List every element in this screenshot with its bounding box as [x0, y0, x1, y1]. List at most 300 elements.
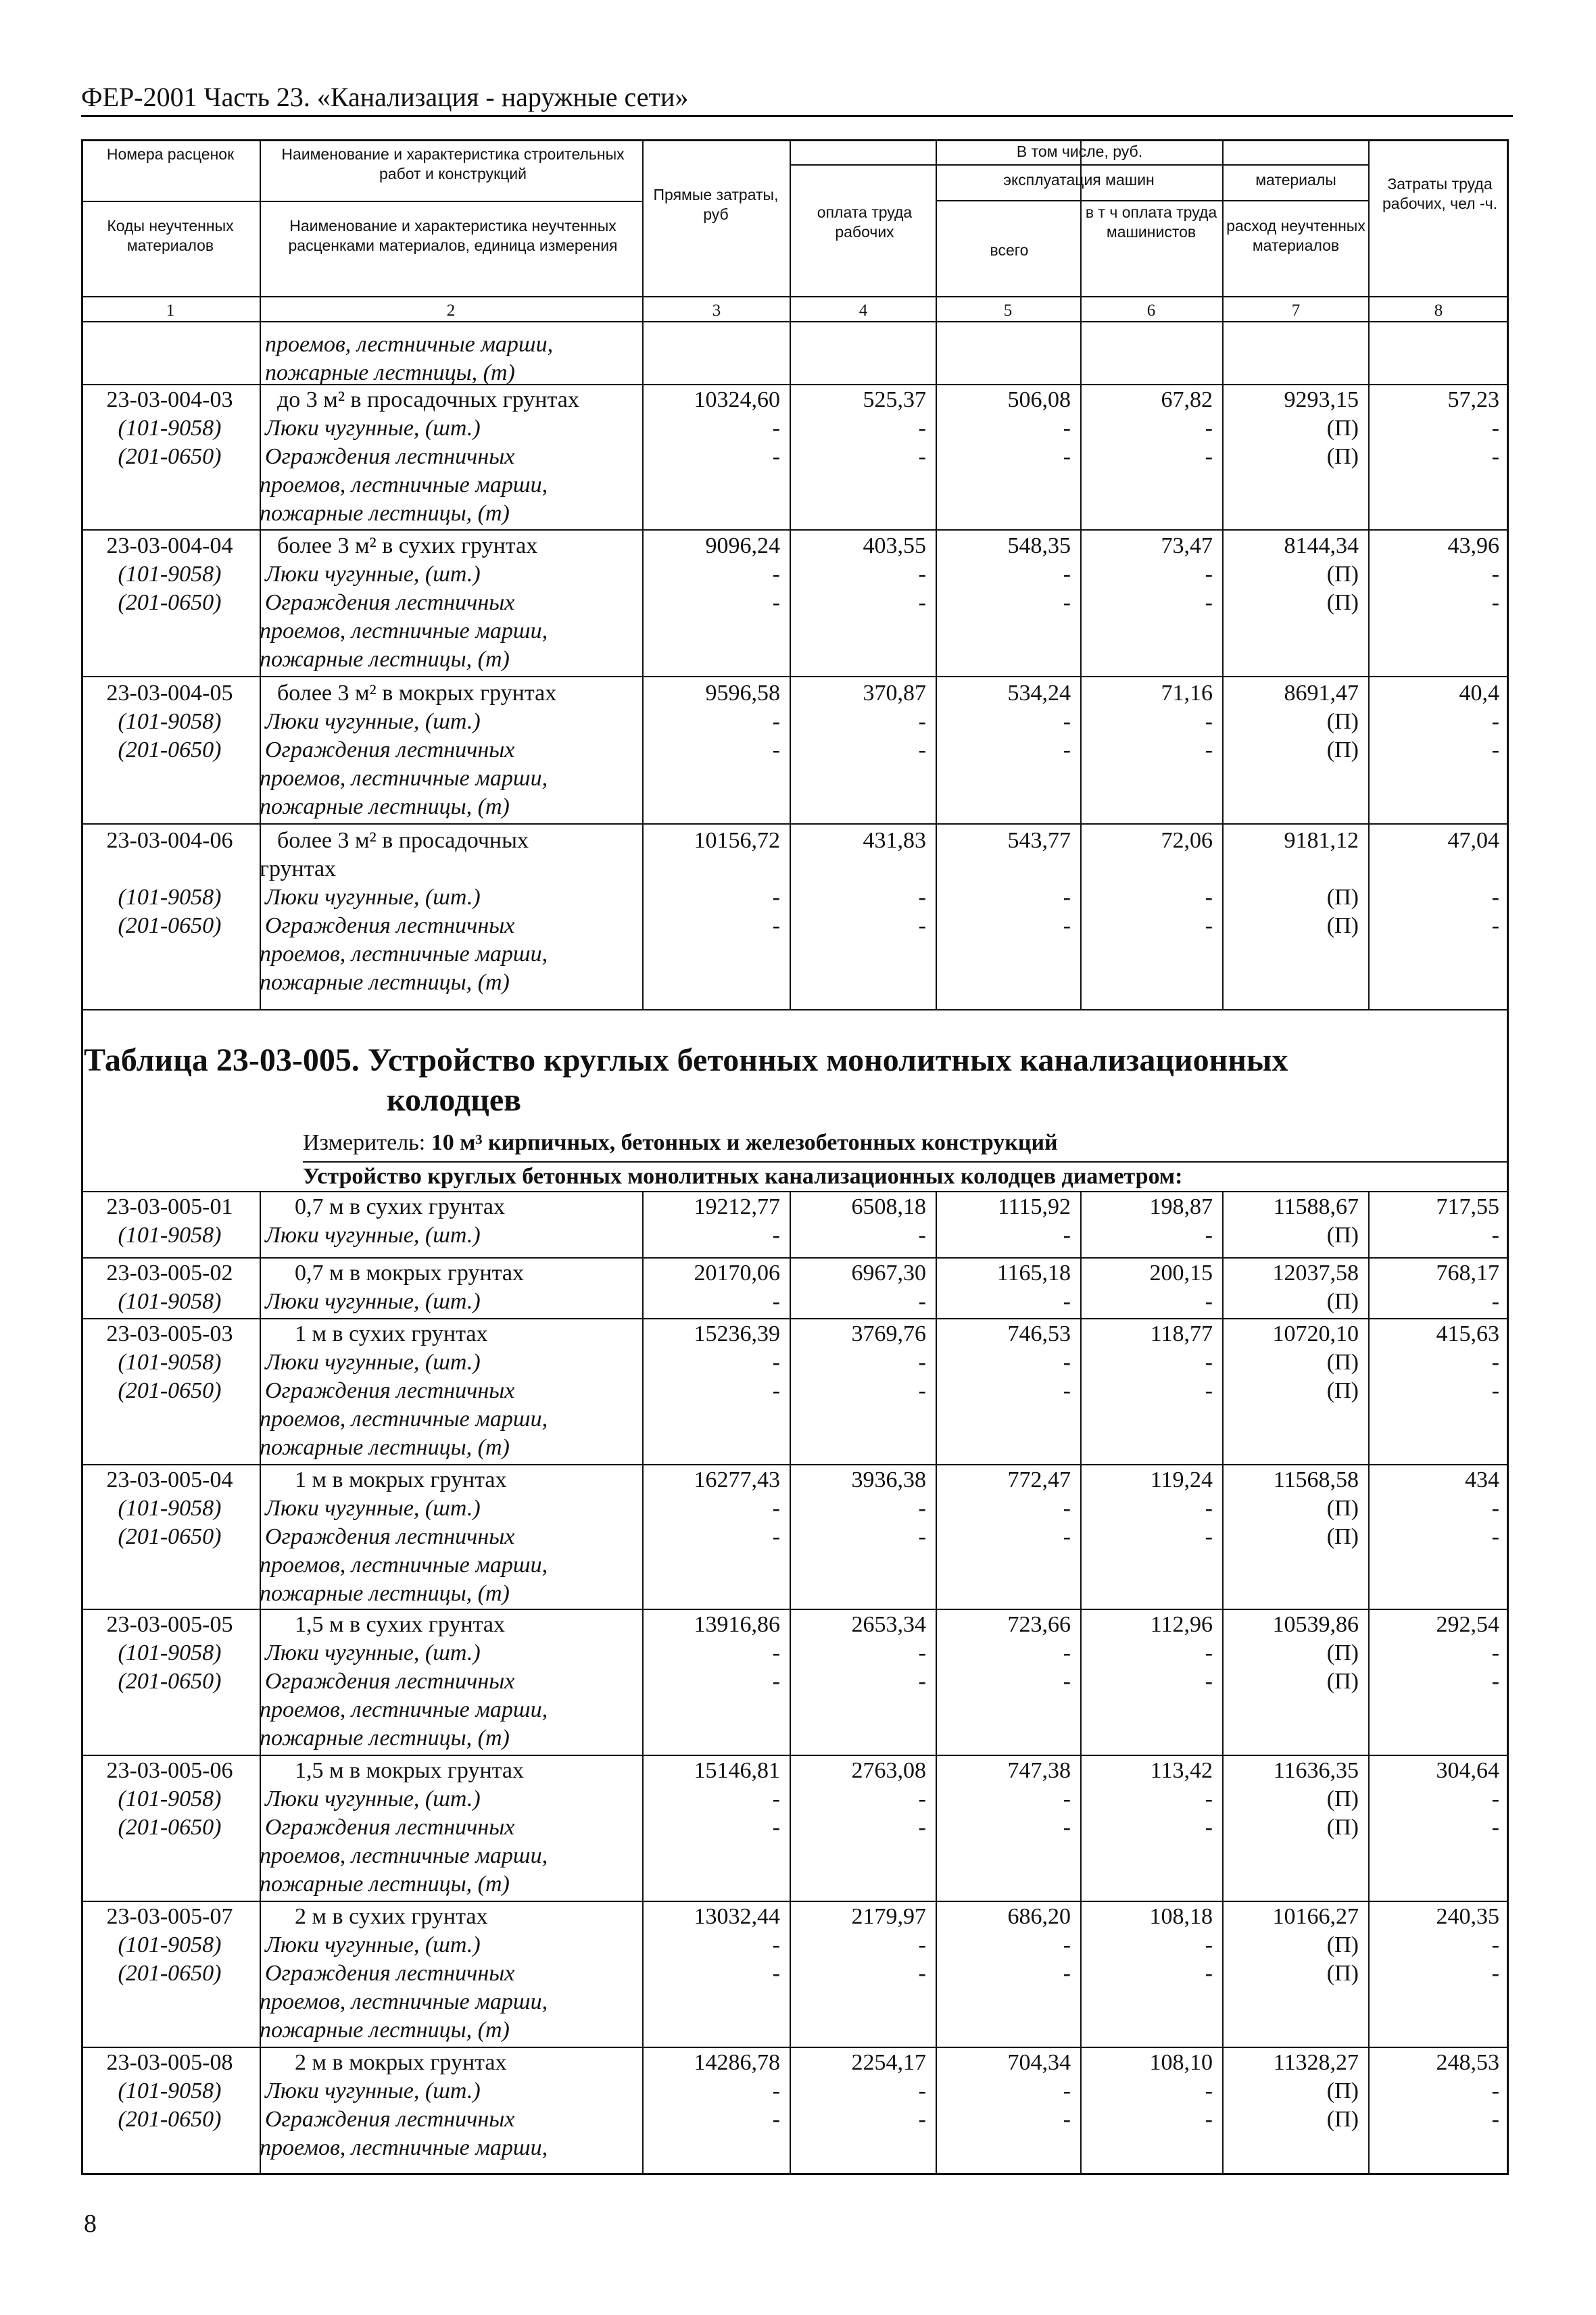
cell-dash: -: [918, 1496, 926, 1521]
cell-dash: -: [918, 737, 926, 762]
material-code: (101-9058): [118, 416, 222, 441]
cell-dash: -: [1205, 2107, 1213, 2132]
rate-code: 23-03-004-04: [106, 533, 233, 558]
cell-dash: -: [918, 1669, 926, 1694]
cell-operators: 198,87: [1149, 1194, 1213, 1219]
material-code: (201-0650): [118, 1524, 222, 1549]
cell-dash: -: [772, 885, 780, 910]
cell-dash: -: [772, 2078, 780, 2103]
cell-materials-p: (П): [1326, 1815, 1359, 1840]
cell-dash: -: [1205, 913, 1213, 938]
material-ograzhdeniya: Ограждения лестничных: [265, 1524, 515, 1549]
cell-dash: -: [1205, 1961, 1213, 1986]
cell-dash: -: [772, 1669, 780, 1694]
cell-dash: -: [1205, 1289, 1213, 1314]
cell-dash: -: [1063, 1496, 1071, 1521]
cell-materials: 9181,12: [1284, 828, 1359, 853]
material-code: (101-9058): [118, 1932, 222, 1957]
cell-materials-p: (П): [1326, 416, 1359, 441]
cell-dash: -: [1491, 1289, 1499, 1314]
cell-direct: 20170,06: [694, 1261, 780, 1286]
cell-materials: 11328,27: [1273, 2050, 1359, 2075]
cell-dash: -: [772, 1932, 780, 1957]
cell-direct: 10324,60: [694, 387, 780, 412]
cell-dash: -: [918, 444, 926, 469]
table-005-measurer: [303, 1130, 1058, 1156]
cell-direct: 15236,39: [694, 1321, 780, 1346]
cell-dash: -: [772, 1524, 780, 1549]
cell-dash: -: [1491, 913, 1499, 938]
rate-name: 1,5 м в сухих грунтах: [295, 1612, 505, 1637]
header-split-rule: [81, 201, 642, 202]
cell-labor: 3769,76: [851, 1321, 926, 1346]
cell-dash: -: [918, 416, 926, 441]
measurer-label: Измеритель:: [303, 1130, 426, 1155]
cell-dash: -: [918, 1378, 926, 1403]
grid-vline: [936, 1191, 937, 2175]
cell-dash: -: [772, 562, 780, 587]
rate-code: 23-03-005-01: [106, 1194, 233, 1219]
cell-dash: -: [1205, 885, 1213, 910]
row-separator: [81, 1191, 1509, 1192]
table-004-bottom-rule: [81, 1009, 1509, 1010]
cell-dash: -: [918, 2078, 926, 2103]
cell-dash: -: [772, 1640, 780, 1665]
cell-dash: -: [1491, 444, 1499, 469]
cell-dash: -: [918, 1350, 926, 1375]
cell-materials-p: (П): [1326, 1223, 1359, 1248]
cell-operators: 112,96: [1150, 1612, 1213, 1637]
row-separator: [81, 1318, 1509, 1319]
cell-dash: -: [1063, 737, 1071, 762]
cell-labor: 3936,38: [851, 1467, 926, 1492]
cell-materials-p: (П): [1326, 2078, 1359, 2103]
material-ograzhdeniya: Ограждения лестничных: [265, 590, 515, 615]
cell-dash: -: [1491, 737, 1499, 762]
cell-dash: -: [1205, 444, 1213, 469]
cell-dash: -: [772, 1378, 780, 1403]
material-code: (201-0650): [118, 590, 222, 615]
grid-vline: [790, 1191, 791, 2175]
cell-dash: -: [772, 737, 780, 762]
material-ograzhdeniya: Ограждения лестничных: [265, 444, 515, 469]
cell-operators: 108,18: [1149, 1904, 1213, 1929]
material-lyuki: Люки чугунные, (шт.): [265, 1932, 481, 1957]
cell-dash: -: [1205, 1378, 1213, 1403]
cell-dash: -: [1063, 590, 1071, 615]
cell-materials-p: (П): [1326, 1496, 1359, 1521]
material-lyuki: Люки чугунные, (шт.): [265, 885, 481, 910]
cell-machines: 548,35: [1007, 533, 1071, 558]
cell-dash: -: [772, 1786, 780, 1811]
measurer-rule: [303, 1161, 1509, 1163]
row-separator: [81, 1609, 1509, 1610]
rate-name: 0,7 м в сухих грунтах: [295, 1194, 505, 1219]
cell-dash: -: [1491, 562, 1499, 587]
cell-dash: -: [772, 1223, 780, 1248]
rate-name: более 3 м² в мокрых грунтах: [277, 681, 557, 706]
cell-dash: -: [1063, 444, 1071, 469]
material-lyuki: Люки чугунные, (шт.): [265, 1640, 481, 1665]
cell-hours: 434: [1465, 1467, 1499, 1492]
cell-dash: -: [918, 590, 926, 615]
cell-dash: -: [1205, 1524, 1213, 1549]
header-bottom-rule: [81, 296, 1509, 297]
material-ograzhdeniya: Ограждения лестничных: [265, 913, 515, 938]
cell-dash: -: [918, 885, 926, 910]
header-col4: оплата труда рабочих: [817, 203, 913, 241]
material-ograzhdeniya: Ограждения лестничных: [265, 737, 515, 762]
rate-code: 23-03-005-02: [106, 1261, 233, 1286]
cell-direct: 14286,78: [694, 2050, 780, 2075]
cell-dash: -: [1063, 1786, 1071, 1811]
cell-hours: 47,04: [1447, 828, 1499, 853]
cell-labor: 6967,30: [851, 1261, 926, 1286]
cell-dash: -: [1063, 2078, 1071, 2103]
cell-machines: 772,47: [1007, 1467, 1071, 1492]
material-lyuki: Люки чугунные, (шт.): [265, 1786, 481, 1811]
header-col1-top: Номера расценок: [106, 145, 235, 163]
cell-dash: -: [1491, 1961, 1499, 1986]
cell-dash: -: [918, 2107, 926, 2132]
cell-labor: 403,55: [863, 533, 926, 558]
header-col7: расход неучтенных материалов: [1226, 217, 1365, 254]
cell-machines: 704,34: [1007, 2050, 1071, 2075]
material-code: (101-9058): [118, 2078, 222, 2103]
grid-vline: [260, 1191, 261, 2175]
material-ograzhdeniya-cont: проемов, лестничные марши,: [260, 618, 548, 643]
cell-hours: 43,96: [1447, 533, 1499, 558]
col-number-5: 5: [1003, 301, 1013, 320]
cell-direct: 10156,72: [694, 828, 780, 853]
cell-dash: -: [1491, 1350, 1499, 1375]
grid-vline: [790, 139, 791, 1009]
material-ograzhdeniya-cont: проемов, лестничные марши,: [260, 942, 548, 967]
cell-operators: 72,06: [1161, 828, 1213, 853]
material-ograzhdeniya-cont: пожарные лестницы, (т): [260, 1726, 510, 1751]
cell-dash: -: [772, 913, 780, 938]
cell-dash: -: [1491, 590, 1499, 615]
row-separator: [81, 384, 1509, 385]
rate-name: 0,7 м в мокрых грунтах: [295, 1261, 525, 1286]
cell-materials-p: (П): [1326, 562, 1359, 587]
header-col1-bottom: Коды неучтенных материалов: [107, 217, 234, 254]
cell-dash: -: [1063, 1640, 1071, 1665]
cell-dash: -: [918, 1932, 926, 1957]
material-ograzhdeniya-cont: пожарные лестницы, (т): [260, 1581, 510, 1606]
page-number: 8: [84, 2210, 97, 2238]
cell-machines: 686,20: [1007, 1904, 1071, 1929]
cell-hours: 768,17: [1436, 1261, 1499, 1286]
cell-direct: 9596,58: [705, 681, 780, 706]
running-head: ФЕР-2001 Часть 23. «Канализация - наружные сети»: [81, 82, 689, 112]
cell-labor: 2179,97: [851, 1904, 926, 1929]
cell-dash: -: [1063, 885, 1071, 910]
cell-dash: -: [1063, 1815, 1071, 1840]
header-materials: материалы: [1255, 171, 1336, 189]
cell-materials-p: (П): [1326, 913, 1359, 938]
col-number-4: 4: [859, 301, 868, 320]
colnum-bottom-rule: [81, 321, 1509, 322]
material-code: (201-0650): [118, 1961, 222, 1986]
measurer-value: 10 м³ кирпичных, бетонных и железобетонных конструкций: [431, 1130, 1058, 1155]
cell-dash: -: [1491, 1815, 1499, 1840]
material-ograzhdeniya: Ограждения лестничных: [265, 2107, 515, 2132]
header-col2-top: Наименование и характеристика строительных работ и конструкций: [281, 145, 625, 182]
material-code: (101-9058): [118, 1640, 222, 1665]
rate-code: 23-03-005-05: [106, 1612, 233, 1637]
material-code: (201-0650): [118, 2107, 222, 2132]
header-col5: всего: [990, 241, 1029, 259]
material-ograzhdeniya-cont: пожарные лестницы, (т): [260, 1872, 510, 1897]
material-lyuki: Люки чугунные, (шт.): [265, 1350, 481, 1375]
carry-over-line-2: пожарные лестницы, (т): [265, 360, 515, 385]
cell-operators: 108,10: [1149, 2050, 1213, 2075]
cell-operators: 71,16: [1161, 681, 1213, 706]
material-code: (101-9058): [118, 1496, 222, 1521]
cell-dash: -: [1063, 913, 1071, 938]
cell-dash: -: [1491, 1640, 1499, 1665]
rate-code: 23-03-005-07: [106, 1904, 233, 1929]
table-005-title-line-1: Таблица 23-03-005. Устройство круглых бетонных монолитных канализационных: [84, 1042, 1288, 1078]
cell-materials-p: (П): [1326, 1640, 1359, 1665]
cell-dash: -: [1491, 1932, 1499, 1957]
rate-name: 1 м в сухих грунтах: [295, 1321, 488, 1346]
cell-dash: -: [918, 1640, 926, 1665]
cell-dash: -: [1491, 2107, 1499, 2132]
cell-dash: -: [772, 1815, 780, 1840]
header-group: В том числе, руб.: [1016, 143, 1143, 160]
cell-machines: 506,08: [1007, 387, 1071, 412]
cell-hours: 57,23: [1447, 387, 1499, 412]
material-lyuki: Люки чугунные, (шт.): [265, 562, 481, 587]
cell-labor: 370,87: [863, 681, 926, 706]
cell-dash: -: [1491, 1786, 1499, 1811]
cell-dash: -: [918, 1223, 926, 1248]
material-lyuki: Люки чугунные, (шт.): [265, 416, 481, 441]
cell-materials-p: (П): [1326, 590, 1359, 615]
material-code: (101-9058): [118, 1350, 222, 1375]
cell-dash: -: [1491, 1378, 1499, 1403]
material-code: (101-9058): [118, 1223, 222, 1248]
cell-dash: -: [1063, 1932, 1071, 1957]
rate-name: более 3 м² в просадочных: [277, 828, 529, 853]
rate-name: более 3 м² в сухих грунтах: [277, 533, 538, 558]
material-ograzhdeniya-cont: проемов, лестничные марши,: [260, 1843, 548, 1868]
material-code: (101-9058): [118, 1786, 222, 1811]
cell-materials: 8691,47: [1284, 681, 1359, 706]
material-ograzhdeniya-cont: пожарные лестницы, (т): [260, 2018, 510, 2043]
row-separator: [81, 529, 1509, 531]
cell-machines: 543,77: [1007, 828, 1071, 853]
rate-code: 23-03-005-08: [106, 2050, 233, 2075]
cell-operators: 200,15: [1149, 1261, 1213, 1286]
grid-vline: [642, 139, 644, 1009]
grid-vline: [1080, 139, 1082, 1009]
cell-materials: 8144,34: [1284, 533, 1359, 558]
material-ograzhdeniya: Ограждения лестничных: [265, 1961, 515, 1986]
material-code: (101-9058): [118, 709, 222, 734]
cell-dash: -: [1205, 1223, 1213, 1248]
cell-dash: -: [918, 1524, 926, 1549]
cell-materials-p: (П): [1326, 1932, 1359, 1957]
cell-direct: 15146,81: [694, 1758, 780, 1783]
rate-name: 1 м в мокрых грунтах: [295, 1467, 507, 1492]
cell-dash: -: [918, 1815, 926, 1840]
material-code: (201-0650): [118, 913, 222, 938]
material-ograzhdeniya-cont: проемов, лестничные марши,: [260, 1697, 548, 1722]
cell-dash: -: [1205, 1815, 1213, 1840]
cell-direct: 16277,43: [694, 1467, 780, 1492]
grid-vline: [1368, 139, 1370, 1009]
cell-materials: 11636,35: [1273, 1758, 1359, 1783]
rate-code: 23-03-005-03: [106, 1321, 233, 1346]
cell-materials-p: (П): [1326, 1524, 1359, 1549]
header-col2-bottom: Наименование и характеристика неучтенных расценками материалов, единица измерения: [288, 217, 618, 254]
cell-materials-p: (П): [1326, 709, 1359, 734]
material-code: (201-0650): [118, 1815, 222, 1840]
cell-operators: 67,82: [1161, 387, 1213, 412]
cell-dash: -: [918, 1289, 926, 1314]
cell-materials-p: (П): [1326, 1961, 1359, 1986]
col-number-1: 1: [166, 301, 175, 320]
row-separator: [81, 676, 1509, 677]
cell-dash: -: [1063, 1524, 1071, 1549]
cell-dash: -: [1063, 1350, 1071, 1375]
cell-materials-p: (П): [1326, 2107, 1359, 2132]
cell-machines: 723,66: [1007, 1612, 1071, 1637]
cell-dash: -: [772, 1496, 780, 1521]
cell-dash: -: [772, 444, 780, 469]
cell-dash: -: [1205, 1350, 1213, 1375]
cell-direct: 19212,77: [694, 1194, 780, 1219]
cell-direct: 13916,86: [694, 1612, 780, 1637]
cell-dash: -: [1205, 562, 1213, 587]
rate-name: 2 м в сухих грунтах: [295, 1904, 488, 1929]
cell-dash: -: [1205, 1496, 1213, 1521]
cell-operators: 119,24: [1150, 1467, 1213, 1492]
material-code: (101-9058): [118, 885, 222, 910]
cell-dash: -: [1205, 1932, 1213, 1957]
cell-operators: 73,47: [1161, 533, 1213, 558]
cell-hours: 248,53: [1436, 2050, 1499, 2075]
cell-dash: -: [772, 416, 780, 441]
cell-dash: -: [1205, 2078, 1213, 2103]
cell-dash: -: [1205, 590, 1213, 615]
material-ograzhdeniya-cont: пожарные лестницы, (т): [260, 1435, 510, 1460]
cell-dash: -: [772, 590, 780, 615]
cell-dash: -: [1063, 1378, 1071, 1403]
rate-name: до 3 м² в просадочных грунтах: [277, 387, 579, 412]
header-col3: Прямые затраты, руб: [653, 186, 779, 223]
col-number-6: 6: [1146, 301, 1156, 320]
cell-direct: 9096,24: [705, 533, 780, 558]
rate-name-cont: грунтах: [260, 856, 337, 881]
cell-dash: -: [1205, 737, 1213, 762]
material-ograzhdeniya-cont: пожарные лестницы, (т): [260, 794, 510, 819]
header-col8: Затраты труда рабочих, чел -ч.: [1382, 175, 1497, 212]
grid-vline: [1222, 1191, 1224, 2175]
row-separator: [81, 2047, 1509, 2048]
cell-materials-p: (П): [1326, 1289, 1359, 1314]
cell-materials: 10720,10: [1272, 1321, 1359, 1346]
cell-dash: -: [1491, 1223, 1499, 1248]
table-005-title-line-2: колодцев: [387, 1082, 522, 1118]
row-separator: [81, 1755, 1509, 1756]
cell-machines: 746,53: [1007, 1321, 1071, 1346]
material-ograzhdeniya: Ограждения лестничных: [265, 1815, 515, 1840]
grid-vline: [260, 139, 261, 1009]
col-number-3: 3: [712, 301, 721, 320]
cell-machines: 1165,18: [996, 1261, 1071, 1286]
material-code: (201-0650): [118, 1378, 222, 1403]
rate-name: 2 м в мокрых грунтах: [295, 2050, 507, 2075]
rate-code: 23-03-004-06: [106, 828, 233, 853]
cell-dash: -: [918, 1786, 926, 1811]
cell-labor: 525,37: [863, 387, 926, 412]
cell-dash: -: [772, 1961, 780, 1986]
cell-labor: 431,83: [863, 828, 926, 853]
material-ograzhdeniya-cont: проемов, лестничные марши,: [260, 1553, 548, 1578]
group-split-rule: [790, 164, 1368, 166]
cell-dash: -: [1063, 416, 1071, 441]
cell-dash: -: [772, 1350, 780, 1375]
material-ograzhdeniya-cont: проемов, лестничные марши,: [260, 1989, 548, 2014]
cell-machines: 534,24: [1007, 681, 1071, 706]
cell-materials-p: (П): [1326, 1669, 1359, 1694]
cell-dash: -: [1205, 709, 1213, 734]
cell-labor: 6508,18: [851, 1194, 926, 1219]
material-code: (101-9058): [118, 562, 222, 587]
cell-dash: -: [1491, 1669, 1499, 1694]
cell-dash: -: [1063, 1669, 1071, 1694]
rate-code: 23-03-004-05: [106, 681, 233, 706]
cell-materials: 11588,67: [1273, 1194, 1359, 1219]
row-separator: [81, 1464, 1509, 1465]
rate-code: 23-03-004-03: [106, 387, 233, 412]
cell-machines: 747,38: [1007, 1758, 1071, 1783]
cell-dash: -: [1491, 1524, 1499, 1549]
cell-dash: -: [1063, 1223, 1071, 1248]
material-ograzhdeniya-cont: проемов, лестничные марши,: [260, 2135, 548, 2160]
cell-materials: 11568,58: [1273, 1467, 1359, 1492]
grid-vline: [1080, 1191, 1082, 2175]
grid-vline: [642, 1191, 644, 2175]
material-code: (201-0650): [118, 444, 222, 469]
material-code: (201-0650): [118, 1669, 222, 1694]
cell-dash: -: [772, 709, 780, 734]
cell-operators: 118,77: [1150, 1321, 1213, 1346]
cell-dash: -: [1205, 1640, 1213, 1665]
carry-over-line-1: проемов, лестничные марши,: [265, 332, 554, 357]
grid-vline: [936, 139, 937, 1009]
material-ograzhdeniya: Ограждения лестничных: [265, 1669, 515, 1694]
cell-operators: 113,42: [1150, 1758, 1213, 1783]
col-number-8: 8: [1434, 301, 1443, 320]
cell-materials: 10539,86: [1272, 1612, 1359, 1637]
cell-hours: 415,63: [1436, 1321, 1499, 1346]
cell-hours: 240,35: [1436, 1904, 1499, 1929]
header-rule: [81, 115, 1513, 117]
cell-materials-p: (П): [1326, 1378, 1359, 1403]
cell-dash: -: [1063, 562, 1071, 587]
cell-dash: -: [1491, 2078, 1499, 2103]
material-ograzhdeniya-cont: пожарные лестницы, (т): [260, 647, 510, 672]
rate-code: 23-03-005-04: [106, 1467, 233, 1492]
material-ograzhdeniya: Ограждения лестничных: [265, 1378, 515, 1403]
material-lyuki: Люки чугунные, (шт.): [265, 2078, 481, 2103]
table-005-section-heading: Устройство круглых бетонных монолитных канализационных колодцев диаметром:: [303, 1164, 1183, 1189]
